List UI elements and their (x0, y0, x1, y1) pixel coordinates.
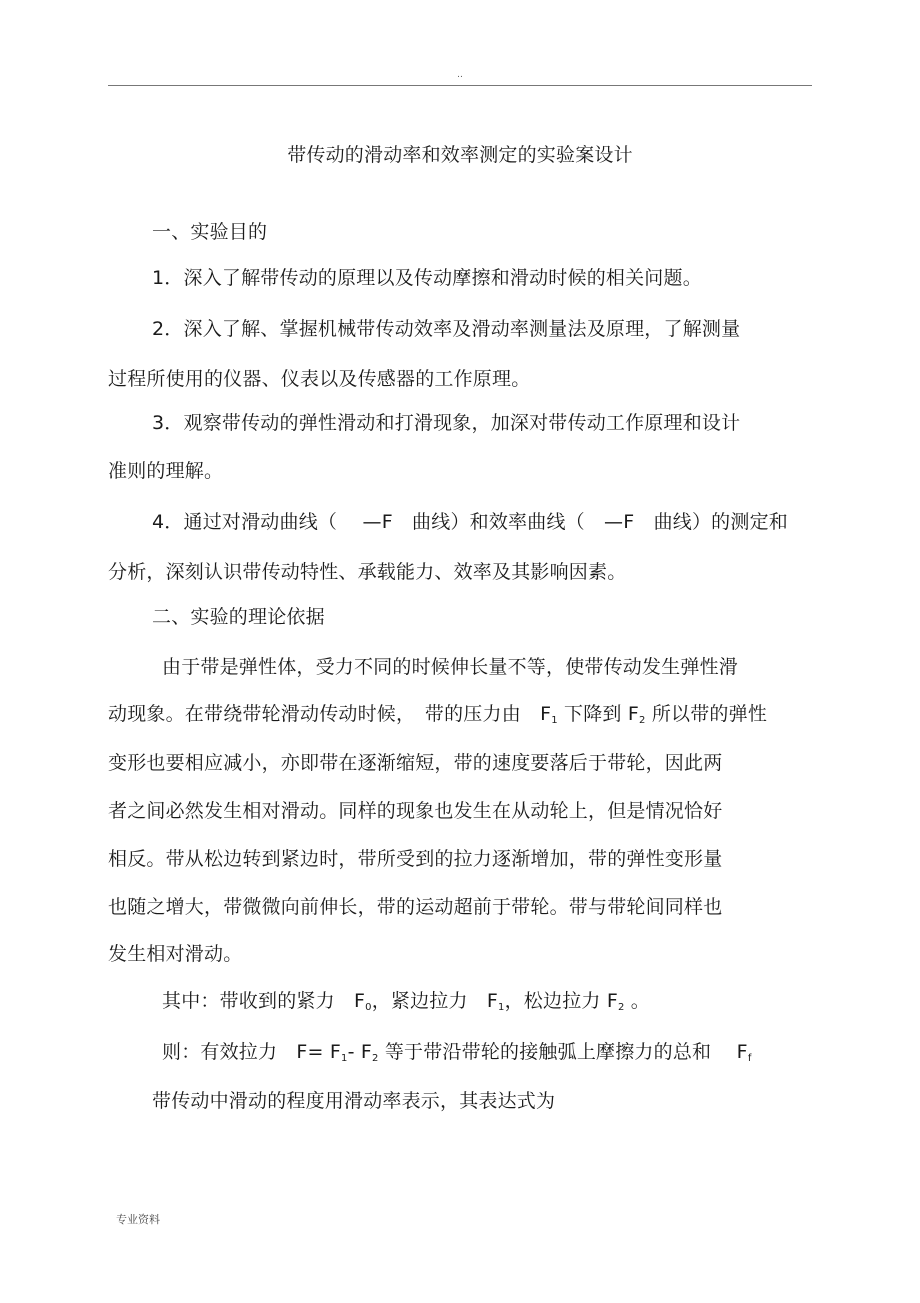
objective-item-4-line-1: 4．通过对滑动曲线（ —F 曲线）和效率曲线（ —F 曲线）的测定和 (152, 511, 788, 533)
objective-item-2-line-2: 过程所使用的仪器、仪表以及传感器的工作原理。 (108, 368, 531, 390)
objective-item-3-line-1: 3．观察带传动的弹性滑动和打滑现象，加深对带传动工作原理和设计 (152, 412, 741, 434)
tension-text-segment: 其中：带收到的紧力 F (162, 990, 366, 1012)
header-mark: .. (457, 70, 463, 80)
theory-paragraph-line-7: 发生相对滑动。 (108, 943, 243, 965)
section-heading-objectives: 一、实验目的 (152, 221, 268, 243)
document-title: 带传动的滑动率和效率测定的实验案设计 (287, 144, 633, 166)
tension-text-segment: ，松边拉力 F (504, 990, 618, 1012)
theory-text-segment: 动现象。在带绕带轮滑动传动时候， 带的压力由 F (108, 703, 552, 725)
subscript: 2 (617, 1002, 625, 1013)
footer-label: 专业资料 (116, 1213, 160, 1226)
objective-item-3-line-2: 准则的理解。 (108, 460, 224, 482)
effective-text-segment: 等于带沿带轮的接触弧上摩擦力的总和 F (378, 1041, 748, 1063)
objective-item-2-line-1: 2．深入了解、掌握机械带传动效率及滑动率测量法及原理，了解测量 (152, 318, 741, 340)
tension-definitions (162, 988, 650, 1018)
tension-text-segment: ，紧边拉力 F (371, 990, 499, 1012)
section-heading-theory: 二、实验的理论依据 (152, 606, 325, 628)
theory-paragraph-line-4: 者之间必然发生相对滑动。同样的现象也发生在从动轮上，但是情况恰好 (108, 800, 723, 822)
theory-paragraph-line-3: 变形也要相应减小，亦即带在逐渐缩短，带的速度要落后于带轮，因此两 (108, 752, 723, 774)
subscript: 2 (639, 715, 646, 726)
effective-text-segment: 则：有效拉力 F= F (162, 1041, 342, 1063)
subscript: 1 (498, 1002, 505, 1013)
theory-paragraph-line-1: 由于带是弹性体，受力不同的时候伸长量不等，使带传动发生弹性滑 (162, 656, 739, 678)
theory-paragraph-line-2 (108, 701, 767, 731)
subscript: 0 (365, 1002, 372, 1013)
subscript: 2 (372, 1053, 379, 1064)
objective-item-1: 1．深入了解带传动的原理以及传动摩擦和滑动时候的相关问题。 (152, 267, 702, 289)
effective-text-segment: - F (347, 1041, 373, 1063)
theory-paragraph-line-5: 相反。带从松边转到紧边时，带所受到的拉力逐渐增加，带的弹性变形量 (108, 848, 723, 870)
theory-text-segment: 下降到 F (557, 703, 640, 725)
effective-tension-line (162, 1039, 752, 1069)
theory-text-segment: 所以带的弹性 (645, 703, 768, 725)
subscript: 1 (341, 1053, 348, 1064)
subscript: f (747, 1053, 752, 1064)
tension-text-segment: 。 (624, 990, 650, 1012)
slip-rate-intro: 带传动中滑动的程度用滑动率表示，其表达式为 (152, 1090, 556, 1112)
objective-item-4-line-2: 分析，深刻认识带传动特性、承载能力、效率及其影响因素。 (108, 561, 627, 583)
subscript: 1 (551, 715, 558, 726)
header-rule (108, 85, 812, 86)
theory-paragraph-line-6: 也随之增大，带微微向前伸长，带的运动超前于带轮。带与带轮间同样也 (108, 896, 723, 918)
